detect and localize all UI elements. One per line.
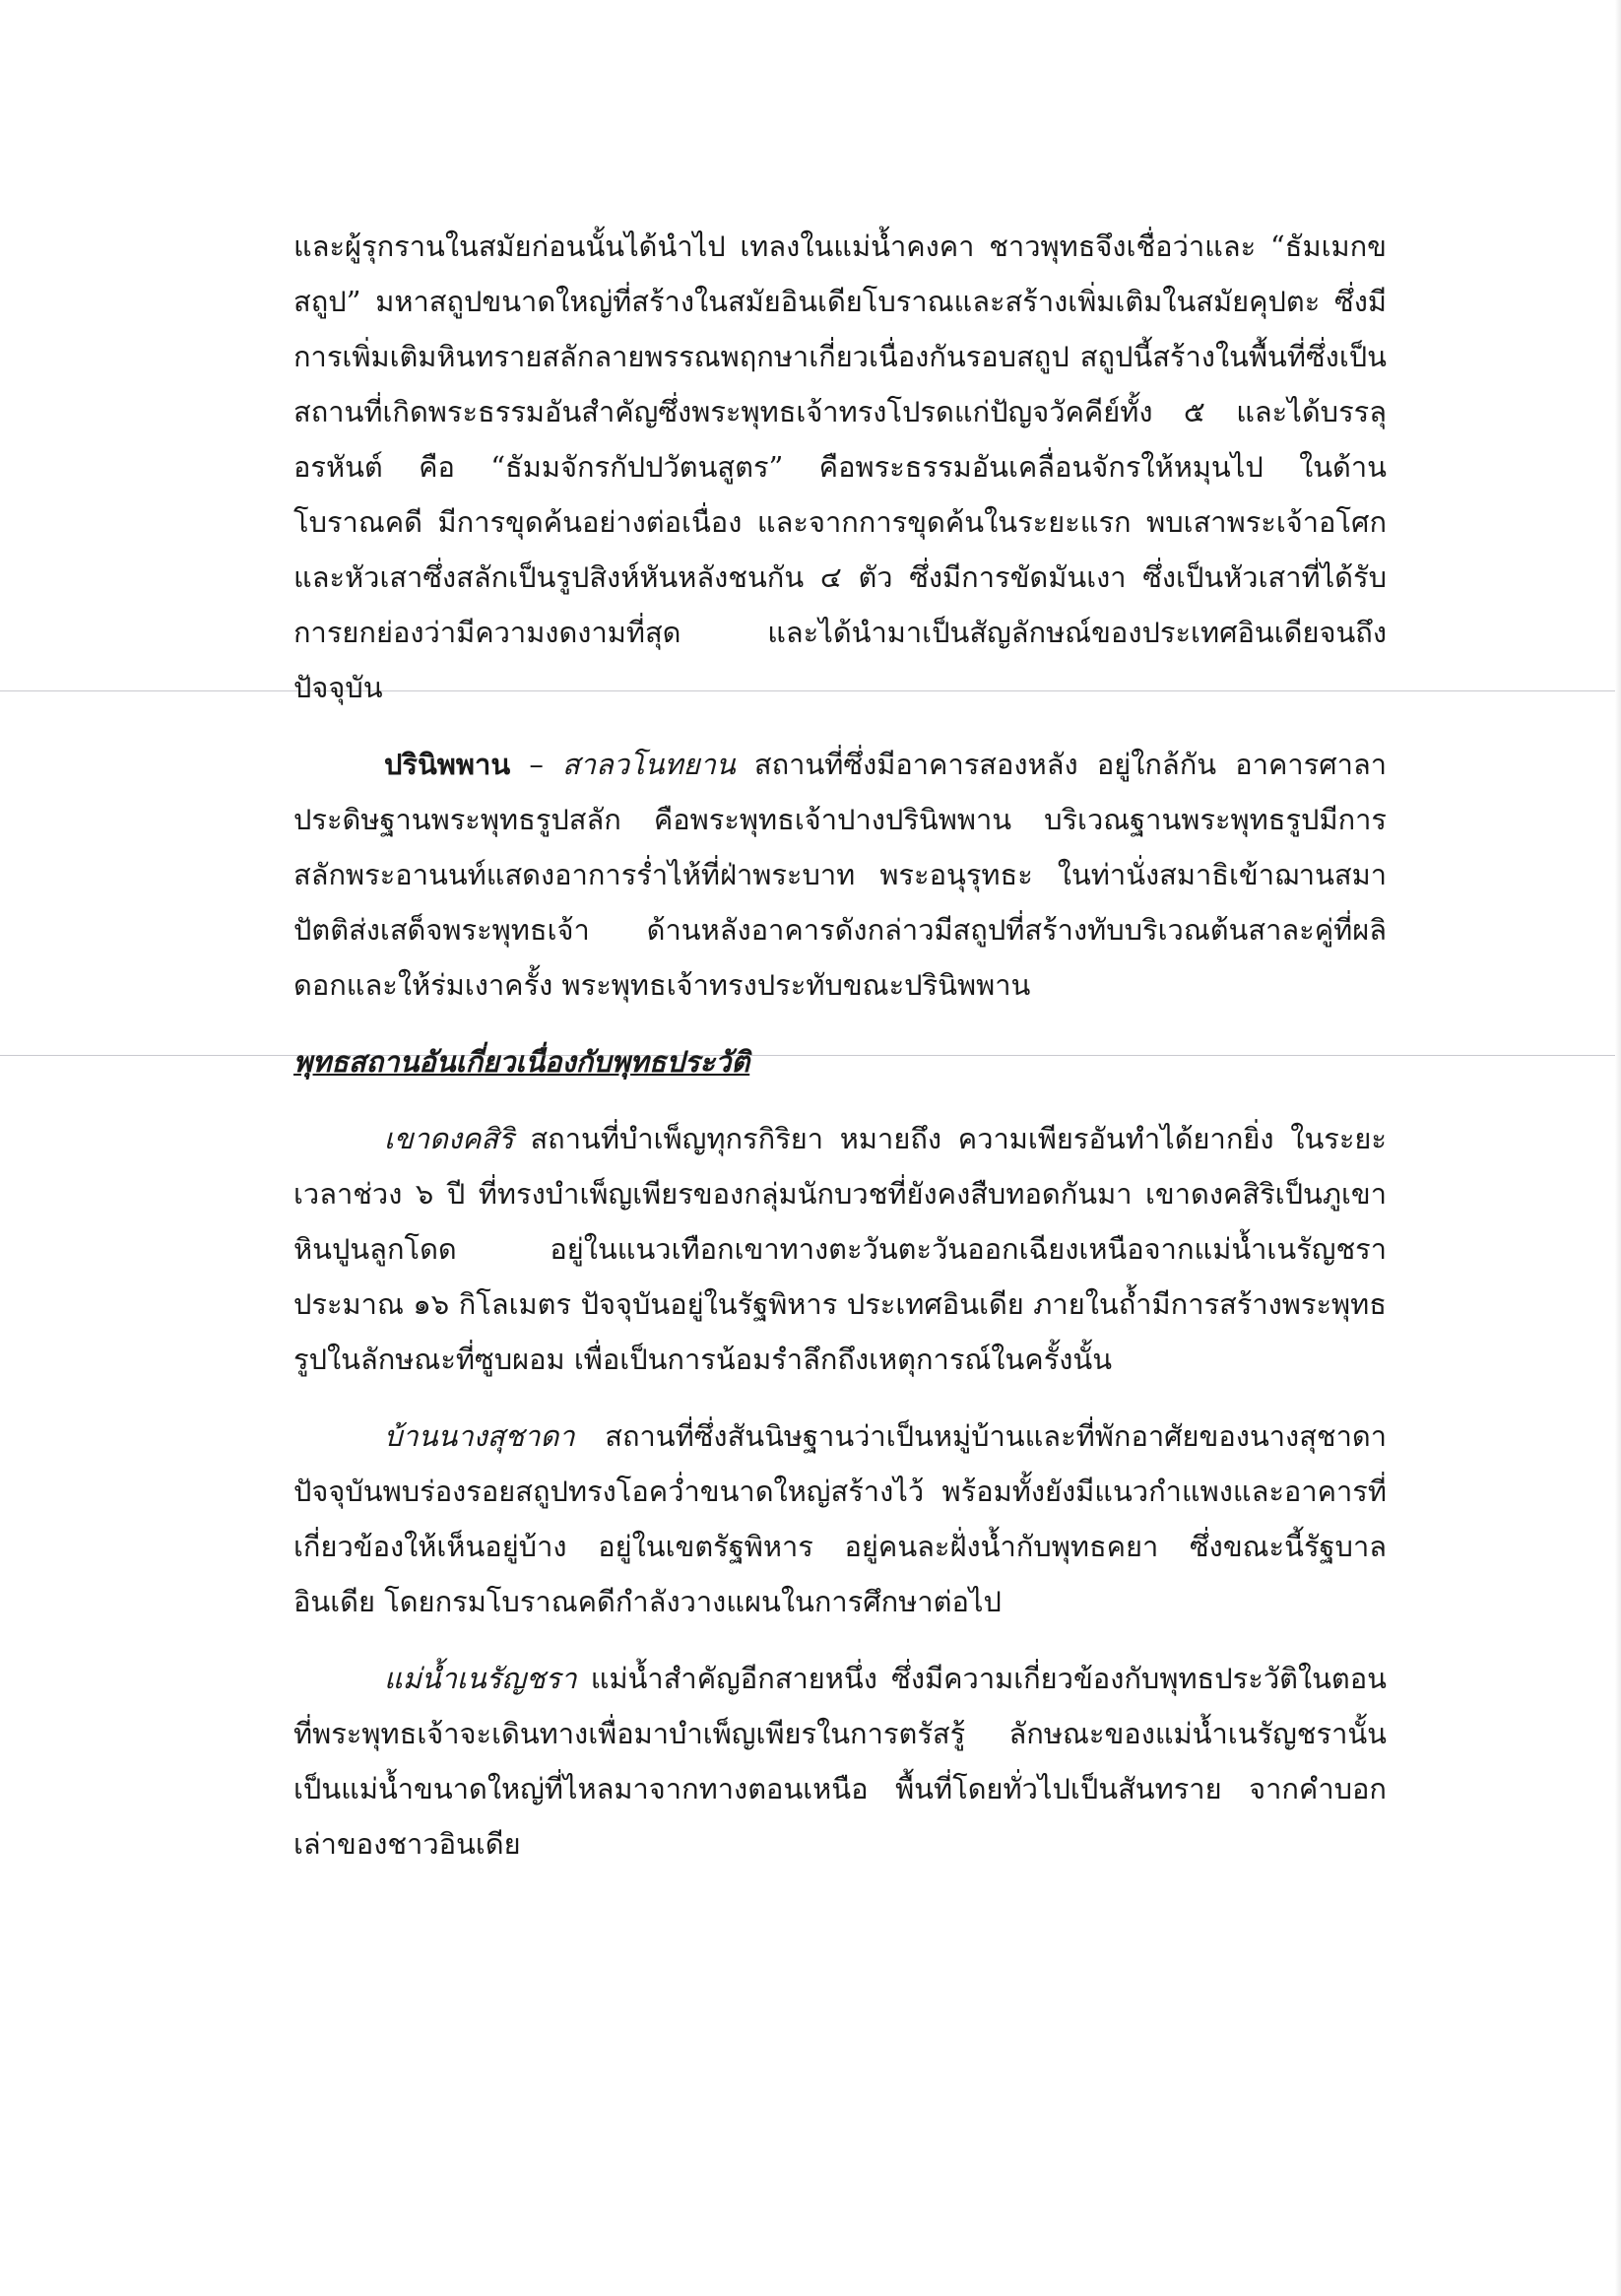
- term-dash: –: [510, 748, 563, 781]
- term-sujata-village: บ้านนางสุชาดา: [384, 1419, 575, 1453]
- paragraph-neranjara-river: [293, 1651, 1387, 1871]
- paragraph-text: สถานที่ซึ่งสันนิษฐานว่าเป็นหมู่บ้านและที่พักอาศัยของนางสุชาดา ปัจจุบันพบร่องรอยสถูปทรงโอคว่ำขนาดใหญ่สร้างไว้ พร้อมทั้งยังมีแนวกำแพงและอาคารที่เกี่ยวข้องให้เห็นอยู่บ้าง อยู่ในเขตรัฐพิหาร อยู่คนละฝั่งน้ำกับพุทธคยา ซึ่งขณะนี้รัฐบาลอินเดีย โดยกรมโบราณคดีกำลังวางแผนในการศึกษาต่อไป: [293, 1419, 1387, 1618]
- term-neranjara-river: แม่น้ำเนรัญชรา: [384, 1662, 577, 1695]
- paragraph-dongkasiri: [293, 1111, 1387, 1387]
- term-dongkasiri: เขาดงคสิริ: [384, 1122, 514, 1155]
- paragraph-text: สถานที่บำเพ็ญทุกรกิริยา หมายถึง ความเพียรอันทำได้ยากยิ่ง ในระยะเวลาช่วง ๖ ปี ที่ทรงบำเพ็ญเพียรของกลุ่มนักบวชที่ยังคงสืบทอดกันมา เขาดงคสิริเป็นภูเขาหินปูนลูกโดด อยู่ในแนวเทือกเขาทางตะวันตะวันออกเฉียงเหนือจากแม่น้ำเนรัญชราประมาณ ๑๖ กิโลเมตร ปัจจุบันอยู่ในรัฐพิหาร ประเทศอินเดีย ภายในถ้ำมีการสร้างพระพุทธรูปในลักษณะที่ซูบผอม เพื่อเป็นการน้อมรำลึกถึงเหตุการณ์ในครั้งนั้น: [293, 1122, 1387, 1376]
- paragraph-sujata-village: [293, 1409, 1387, 1629]
- term-parinibbana: ปรินิพพาน: [384, 748, 511, 781]
- paragraph-text: แม่น้ำสำคัญอีกสายหนึ่ง ซึ่งมีความเกี่ยวข้องกับพุทธประวัติในตอนที่พระพุทธเจ้าจะเดินทางเพื่อมาบำเพ็ญเพียรในการตรัสรู้ ลักษณะของแม่น้ำเนรัญชรานั้น เป็นแม่น้ำขนาดใหญ่ที่ไหลมาจากทางตอนเหนือ พื้นที่โดยทั่วไปเป็นสันทราย จากคำบอกเล่าของชาวอินเดีย: [293, 1662, 1387, 1861]
- paragraph-parinibbana: [293, 737, 1387, 1013]
- paragraph-text: สถานที่ซึ่งมีอาคารสองหลัง อยู่ใกล้กัน อาคารศาลาประดิษฐานพระพุทธรูปสลัก คือพระพุทธเจ้าปางปรินิพพาน บริเวณฐานพระพุทธรูปมีการสลักพระอานนท์แสดงอาการร่ำไห้ที่ฝ่าพระบาท พระอนุรุทธะ ในท่านั่งสมาธิเข้าฌานสมาปัตติส่งเสด็จพระพุทธเจ้า ด้านหลังอาคารดังกล่าวมีสถูปที่สร้างทับบริเวณต้นสาละคู่ที่ผลิดอกและให้ร่มเงาครั้ง พระพุทธเจ้าทรงประทับขณะปรินิพพาน: [293, 748, 1388, 1002]
- document-body: [293, 219, 1387, 1893]
- section-heading: พุทธสถานอันเกี่ยวเนื่องกับพุทธประวัติ: [293, 1045, 750, 1079]
- page-edge-shadow: [1615, 0, 1621, 2296]
- term-salavanodyana: สาลวโนทยาน: [562, 748, 736, 781]
- paragraph-dhamekh-stupa: และผู้รุกรานในสมัยก่อนนั้นได้นำไป เทลงในแม่น้ำคงคา ชาวพุทธจึงเชื่อว่าและ “ธัมเมกขสถูป” มหาสถูปขนาดใหญ่ที่สร้างในสมัยอินเดียโบราณและสร้างเพิ่มเติมในสมัยคุปตะ ซึ่งมีการเพิ่มเติมหินทรายสลักลายพรรณพฤกษาเกี่ยวเนื่องกันรอบสถูป สถูปนี้สร้างในพื้นที่ซึ่งเป็นสถานที่เกิดพระธรรมอันสำคัญซึ่งพระพุทธเจ้าทรงโปรดแก่ปัญจวัคคีย์ทั้ง ๕ และได้บรรลุอรหันต์ คือ “ธัมมจักรกัปปวัตนสูตร” คือพระธรรมอันเคลื่อนจักรให้หมุนไป ในด้านโบราณคดี มีการขุดค้นอย่างต่อเนื่อง และจากการขุดค้นในระยะแรก พบเสาพระเจ้าอโศกและหัวเสาซึ่งสลักเป็นรูปสิงห์หันหลังชนกัน ๔ ตัว ซึ่งมีการขัดมันเงา ซึ่งเป็นหัวเสาที่ได้รับการยกย่องว่ามีความงดงามที่สุด และได้นำมาเป็นสัญลักษณ์ของประเทศอินเดียจนถึงปัจจุบัน: [293, 230, 1387, 704]
